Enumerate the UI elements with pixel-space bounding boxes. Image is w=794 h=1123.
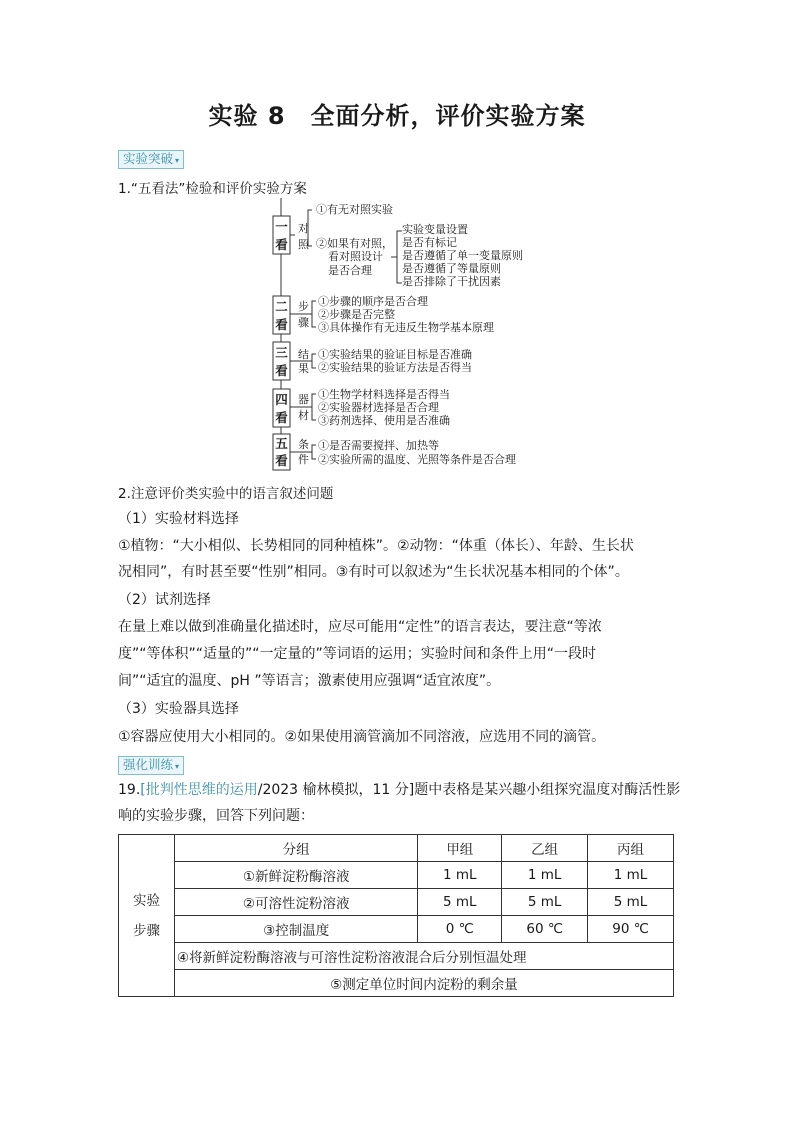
para-reagents-line-2: 度”“等体积”“适量的”“一定量的”等词语的运用；实验时间和条件上用“一段时 [118,646,597,662]
section-tag-experiment-breakthrough [118,150,184,169]
question-number: 19. [118,782,141,798]
question-19-line-1 [118,777,698,803]
experiment-steps-table [118,834,674,997]
look-2-item-1: ①步骤的顺序是否合理 [318,295,428,308]
look-box-4-char-2: 看 [275,410,288,425]
tag-arrow-icon: ▾ [175,762,180,771]
look-2-item-2: ②步骤是否完整 [318,308,395,321]
look-box-1-char-2: 看 [275,237,288,252]
section-tag-label: 实验突破 [123,151,174,166]
look-5-label-char-2: 件 [298,453,309,466]
look-2-label-char-1: 步 [298,300,309,313]
cell-step: ③控制温度 [174,916,417,943]
look-4-item-3: ③药剂选择、使用是否准确 [318,414,450,427]
header-group-jia: 甲组 [418,835,502,862]
look-5-item-2: ②实验所需的温度、光照等条件是否合理 [318,453,516,466]
page-title: 实验 8 全面分析，评价实验方案 [208,102,586,130]
look-box-3-char-1: 三 [275,345,288,360]
table-row [119,862,674,889]
para-materials-line-1: ①植物：“大小相似、长势相同的同种植株”。②动物：“体重（体长）、年龄、生长状 [118,538,634,554]
row-header-line-1: 实验 [132,892,160,909]
look-2-label-char-2: 骤 [298,316,309,329]
question-meta: /2023 榆林模拟，11 分] [257,782,415,798]
subheading-reagents: （2）试剂选择 [118,592,211,608]
look-box-4-char-1: 四 [275,392,288,407]
look-5-label-char-1: 条 [298,438,309,451]
look-box-5-char-2: 看 [275,453,288,468]
item1-heading: 1.“五看法”检验和评价实验方案 [118,181,307,197]
look-box-1-char-1: 一 [275,219,288,234]
look-3-item-2: ②实验结果的验证方法是否得当 [318,361,472,374]
question-text-1: 题中表格是某兴趣小组探究温度对酶活性影 [414,782,681,798]
look-1-item-c-3: 是否遵循了单一变量原则 [402,249,523,262]
section-tag-reinforcement [118,756,184,775]
cell-step-4: ④将新鲜淀粉酶溶液与可溶性淀粉溶液混合后分别恒温处理 [174,943,673,970]
look-1-item-c-2: 是否有标记 [402,236,457,249]
table-row [119,916,674,943]
look-4-label-char-2: 材 [298,409,309,422]
row-header-cell [119,835,175,997]
header-group-yi: 乙组 [502,835,588,862]
para-materials-line-2: 况相同”，有时甚至要“性别”相同。③有时可以叙述为“生长状况基本相同的个体”。 [118,564,629,580]
cell-value: 1 mL [418,862,502,889]
look-1-item-b-line-3: 是否合理 [328,264,372,277]
look-5-item-1: ①是否需要搅拌、加热等 [318,439,439,452]
look-1-item-a: ①有无对照实验 [316,203,393,216]
look-4-item-2: ②实验器材选择是否合理 [318,401,439,414]
subheading-apparatus: （3）实验器具选择 [118,701,239,717]
table-row [119,970,674,997]
look-1-label-char-1: 对 [298,222,309,235]
table-row [119,889,674,916]
para-reagents-line-1: 在量上难以做到准确量化描述时，应尽可能用“定性”的语言表达，要注意“等浓 [118,619,602,635]
table-header-row [119,835,674,862]
look-box-3-char-2: 看 [275,363,288,378]
five-look-diagram [268,198,548,474]
cell-step-5: ⑤测定单位时间内淀粉的剩余量 [174,970,673,997]
row-header-line-2: 步骤 [132,922,160,939]
look-4-label-char-1: 器 [298,393,309,406]
header-group-bing: 丙组 [588,835,674,862]
look-1-item-b-line-1: ②如果有对照， [316,237,393,250]
para-apparatus: ①容器应使用大小相同的。②如果使用滴管滴加不同溶液，应选用不同的滴管。 [118,729,606,745]
look-1-item-b-line-2: 看对照设计 [328,250,383,263]
look-3-label-char-1: 结 [298,348,309,361]
look-2-item-3: ③具体操作有无违反生物学基本原理 [318,321,494,334]
look-box-5-char-1: 五 [275,436,288,451]
section-tag-label: 强化训练 [123,757,174,772]
look-3-label-char-2: 果 [298,362,309,375]
item2-heading: 2.注意评价类实验中的语言叙述问题 [118,486,334,502]
cell-step: ①新鲜淀粉酶溶液 [174,862,417,889]
cell-value: 1 mL [588,862,674,889]
cell-step: ②可溶性淀粉溶液 [174,889,417,916]
cell-value: 0 ℃ [418,916,502,943]
look-box-2-char-1: 二 [275,299,288,314]
header-group: 分组 [174,835,417,862]
look-box-2-char-2: 看 [275,317,288,332]
para-reagents-line-3: 间”“适宜的温度、pH ”等语言；激素使用应强调“适宜浓度”。 [118,673,501,689]
subheading-materials: （1）实验材料选择 [118,511,239,527]
look-1-item-c-5: 是否排除了干扰因素 [402,275,501,288]
cell-value: 1 mL [502,862,588,889]
look-1-item-c-1: 实验变量设置 [402,223,468,236]
look-1-item-c-4: 是否遵循了等量原则 [402,262,501,275]
look-1-label-char-2: 照 [298,238,309,251]
cell-value: 5 mL [502,889,588,916]
question-19-line-2: 响的实验步骤，回答下列问题： [118,808,314,824]
cell-value: 5 mL [588,889,674,916]
cell-value: 5 mL [418,889,502,916]
table-row [119,943,674,970]
cell-value: 90 ℃ [588,916,674,943]
cell-value: 60 ℃ [502,916,588,943]
tag-arrow-icon: ▾ [175,156,180,165]
question-source: [批判性思维的运用 [140,782,258,798]
look-4-item-1: ①生物学材料选择是否得当 [318,388,450,401]
look-3-item-1: ①实验结果的验证目标是否准确 [318,348,472,361]
